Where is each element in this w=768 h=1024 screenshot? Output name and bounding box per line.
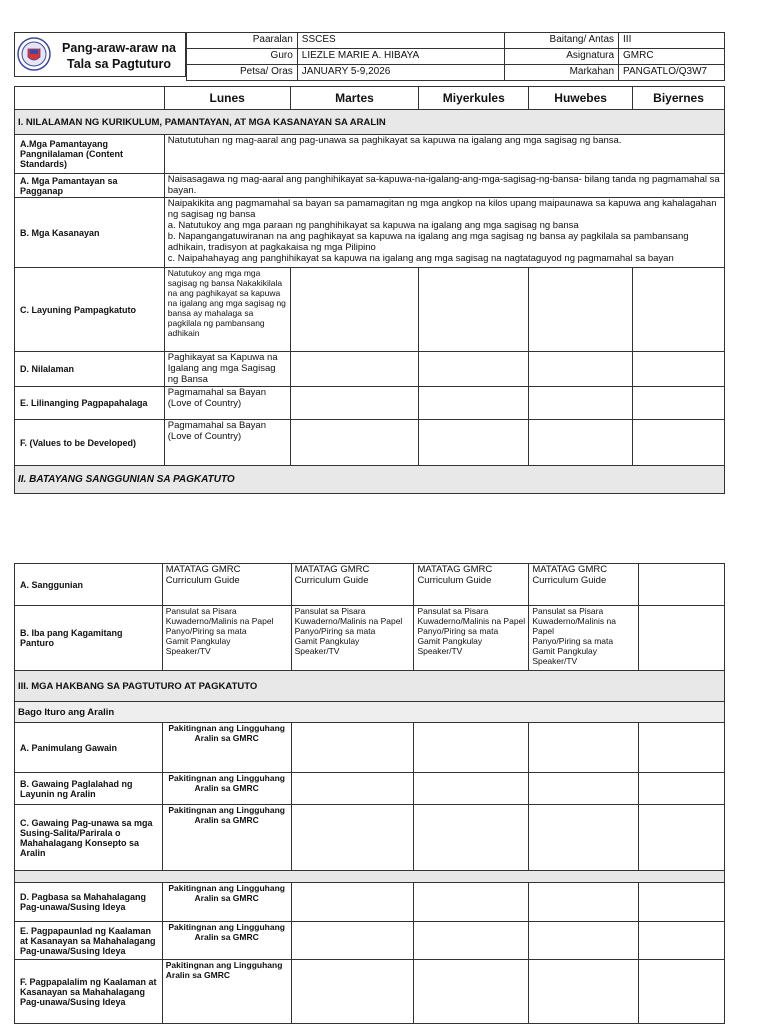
integration-huwebes	[529, 387, 633, 420]
school-label: Paaralan	[187, 33, 298, 49]
step-b-biyernes	[639, 773, 725, 805]
step-b-lunes: Pakitingnan ang Lingguhang Aralin sa GMRC	[162, 773, 291, 805]
step-f-row	[15, 960, 725, 1024]
material-item: Gamit Pangkulay	[165, 636, 231, 646]
integration-martes	[290, 387, 419, 420]
step-d-martes	[291, 883, 414, 922]
objectives-biyernes	[633, 268, 725, 352]
values-biyernes	[633, 420, 725, 466]
material-item: Gamit Pangkulay	[417, 636, 483, 646]
performance-standards-value: Naisasagawa ng mag-aaral ang panghihikayat sa-kapuwa-na-igalang-ang-mga-sagisag-ng-bansa- bilang tanda ng pagmamahal sa bayan.	[164, 174, 724, 198]
step-c-martes	[291, 805, 414, 871]
step-a-martes	[291, 723, 414, 773]
material-item: Panyo/Piring sa mata	[165, 626, 247, 636]
title-line-1: Pang-araw-araw na	[62, 41, 176, 55]
step-e-huwebes	[529, 922, 639, 960]
step-a-biyernes	[639, 723, 725, 773]
material-item: Kuwaderno/Malinis na Papel	[294, 616, 403, 626]
header-row-teacher	[187, 49, 725, 65]
material-item: Gamit Pangkulay	[532, 646, 598, 656]
material-item: Pansulat sa Pisara	[417, 606, 489, 616]
step-b-miyerkules	[414, 773, 529, 805]
step-d-huwebes	[529, 883, 639, 922]
materials-biyernes	[639, 606, 725, 671]
content-miyerkules	[419, 352, 529, 387]
step-a-label: A. Panimulang Gawain	[15, 723, 163, 773]
step-c-lunes: Pakitingnan ang Lingguhang Aralin sa GMRC	[162, 805, 291, 871]
step-e-miyerkules	[414, 922, 529, 960]
material-item: Panyo/Piring sa mata	[294, 626, 376, 636]
section3-subtitle-row	[15, 702, 725, 723]
content-label: D. Nilalaman	[15, 352, 165, 387]
step-d-row	[15, 883, 725, 922]
section1-title: I. NILALAMAN NG KURIKULUM, PAMANTAYAN, AT MGA KASANAYAN SA ARALIN	[15, 110, 725, 135]
content-martes	[290, 352, 419, 387]
step-c-row	[15, 805, 725, 871]
date-label: Petsa/ Oras	[187, 65, 298, 81]
section2-title-row	[15, 466, 725, 494]
materials-miyerkules	[414, 606, 529, 671]
days-header-row	[15, 87, 725, 110]
values-value: Pagmamahal sa Bayan (Love of Country)	[164, 420, 290, 466]
step-f-lunes: Pakitingnan ang Lingguhang Aralin sa GMRC	[162, 960, 291, 1024]
competencies-label: B. Mga Kasanayan	[15, 198, 165, 268]
step-d-biyernes	[639, 883, 725, 922]
values-miyerkules	[419, 420, 529, 466]
values-huwebes	[529, 420, 633, 466]
step-e-row	[15, 922, 725, 960]
content-value: Paghikayat sa Kapuwa na Igalang ang mga Sagisag ng Bansa	[164, 352, 290, 387]
step-e-martes	[291, 922, 414, 960]
content-standards-value: Natututuhan ng mag-aaral ang pag-unawa sa paghikayat sa kapuwa na igalang ang mga sagisag ng bansa.	[164, 135, 724, 174]
day-huwebes: Huwebes	[529, 87, 633, 110]
step-b-label: B. Gawaing Paglalahad ng Layunin ng Aralin	[15, 773, 163, 805]
material-item: Gamit Pangkulay	[294, 636, 360, 646]
section2-title: II. BATAYANG SANGGUNIAN SA PAGKATUTO	[15, 466, 725, 494]
spacer-cell	[15, 871, 725, 883]
step-f-miyerkules	[414, 960, 529, 1024]
integration-row	[15, 387, 725, 420]
section3-subtitle: Bago Ituro ang Aralin	[15, 702, 725, 723]
teacher-value: LIEZLE MARIE A. HIBAYA	[297, 49, 504, 65]
values-label: F. (Values to be Developed)	[15, 420, 165, 466]
teacher-label: Guro	[187, 49, 298, 65]
integration-value: Pagmamahal sa Bayan (Love of Country)	[164, 387, 290, 420]
spacer-row	[15, 871, 725, 883]
materials-lunes	[162, 606, 291, 671]
competencies-value	[164, 198, 724, 268]
materials-label: B. Iba pang Kagamitang Panturo	[15, 606, 163, 671]
competency-b: b. Napangangatuwiranan na ang paghikayat sa kapuwa na igalang ang mga sagisag ng bansa ay pagkilala sa pambansang adhikain, tradisyon at pagkakaisa ng mga Pilipino	[167, 231, 689, 253]
day-martes: Martes	[290, 87, 419, 110]
step-f-label: F. Pagpapalalim ng Kaalaman at Kasanayan sa Mahahalagang Pag-unawa/Susing Ideya	[15, 960, 163, 1024]
objectives-value: Natutukoy ang mga mga sagisag ng bansa Nakakikilala na ang paghikayat sa kapuwa na igalang ang mga sagisag ng bansa ay mahalaga sa pagkilala ng pambansang adhikain	[164, 268, 290, 352]
competency-main: Naipakikita ang pagmamahal sa bayan sa pamamagitan ng mga angkop na kilos upang maipaunawa sa kapuwa ang kahalagahan ng sagisag ng bansa	[167, 198, 717, 220]
section3-title: III. MGA HAKBANG SA PAGTUTURO AT PAGKATUTO	[15, 671, 725, 702]
references-label: A. Sanggunian	[15, 564, 163, 606]
step-d-miyerkules	[414, 883, 529, 922]
day-biyernes: Biyernes	[633, 87, 725, 110]
competency-a: a. Natutukoy ang mga paraan ng panghihikayat sa kapuwa na igalang ang mga sagisag ng bansa	[167, 220, 579, 231]
step-a-huwebes	[529, 723, 639, 773]
integration-biyernes	[633, 387, 725, 420]
references-martes: MATATAG GMRC Curriculum Guide	[291, 564, 414, 606]
curriculum-table	[14, 86, 725, 494]
material-item: Panyo/Piring sa mata	[417, 626, 499, 636]
step-c-label: C. Gawaing Pag-unawa sa mga Susing-Salita/Parirala o Mahahalagang Konsepto sa Aralin	[15, 805, 163, 871]
step-f-martes	[291, 960, 414, 1024]
materials-martes	[291, 606, 414, 671]
section3-title-row	[15, 671, 725, 702]
references-row	[15, 564, 725, 606]
content-row	[15, 352, 725, 387]
competencies-row	[15, 198, 725, 268]
material-item: Kuwaderno/Malinis na Papel	[532, 616, 616, 636]
procedure-table	[14, 563, 725, 1024]
material-item: Pansulat sa Pisara	[294, 606, 366, 616]
title-line-2: Tala sa Pagtuturo	[67, 57, 171, 71]
content-huwebes	[529, 352, 633, 387]
step-f-biyernes	[639, 960, 725, 1024]
values-row	[15, 420, 725, 466]
date-value: JANUARY 5-9,2026	[297, 65, 504, 81]
header-info-table	[186, 32, 725, 81]
step-e-biyernes	[639, 922, 725, 960]
header-row-school	[187, 33, 725, 49]
step-a-lunes: Pakitingnan ang Lingguhang Aralin sa GMRC	[162, 723, 291, 773]
step-c-miyerkules	[414, 805, 529, 871]
material-item: Speaker/TV	[294, 646, 340, 656]
header-row-date	[187, 65, 725, 81]
content-standards-label: A.Mga Pamantayang Pangnilalaman (Content Standards)	[15, 135, 165, 174]
days-corner	[15, 87, 165, 110]
material-item: Speaker/TV	[417, 646, 463, 656]
quarter-value: PANGATLO/Q3W7	[619, 65, 725, 81]
day-miyerkules: Miyerkules	[419, 87, 529, 110]
material-item: Speaker/TV	[532, 656, 578, 666]
step-b-row	[15, 773, 725, 805]
material-item: Kuwaderno/Malinis na Papel	[417, 616, 526, 626]
step-b-huwebes	[529, 773, 639, 805]
objectives-huwebes	[529, 268, 633, 352]
integration-miyerkules	[419, 387, 529, 420]
objectives-row	[15, 268, 725, 352]
objectives-label: C. Layuning Pampagkatuto	[15, 268, 165, 352]
grade-value: III	[619, 33, 725, 49]
step-d-label: D. Pagbasa sa Mahahalagang Pag-unawa/Susing Ideya	[15, 883, 163, 922]
subject-value: GMRC	[619, 49, 725, 65]
step-a-row	[15, 723, 725, 773]
step-f-huwebes	[529, 960, 639, 1024]
step-d-lunes: Pakitingnan ang Lingguhang Aralin sa GMRC	[162, 883, 291, 922]
objectives-martes	[290, 268, 419, 352]
material-item: Speaker/TV	[165, 646, 211, 656]
title-box	[14, 32, 186, 77]
material-item: Panyo/Piring sa mata	[532, 636, 614, 646]
step-c-biyernes	[639, 805, 725, 871]
references-lunes: MATATAG GMRC Curriculum Guide	[162, 564, 291, 606]
content-biyernes	[633, 352, 725, 387]
section1-title-row	[15, 110, 725, 135]
performance-standards-label: A. Mga Pamantayan sa Pagganap	[15, 174, 165, 198]
step-c-huwebes	[529, 805, 639, 871]
materials-row	[15, 606, 725, 671]
step-e-lunes: Pakitingnan ang Lingguhang Aralin sa GMRC	[162, 922, 291, 960]
material-item: Kuwaderno/Malinis na Papel	[165, 616, 274, 626]
objectives-miyerkules	[419, 268, 529, 352]
subject-label: Asignatura	[505, 49, 619, 65]
integration-label: E. Lilinanging Pagpapahalaga	[15, 387, 165, 420]
references-miyerkules: MATATAG GMRC Curriculum Guide	[414, 564, 529, 606]
quarter-label: Markahan	[505, 65, 619, 81]
content-standards-row	[15, 135, 725, 174]
material-item: Pansulat sa Pisara	[532, 606, 604, 616]
grade-label: Baitang/ Antas	[505, 33, 619, 49]
competency-c: c. Naipahahayag ang panghihikayat sa kapuwa na igalang ang mga sagisag na nagtataguyod ng pagmamahal sa bayan	[167, 253, 674, 264]
material-item: Pansulat sa Pisara	[165, 606, 237, 616]
step-b-martes	[291, 773, 414, 805]
school-value: SSCES	[297, 33, 504, 49]
values-martes	[290, 420, 419, 466]
day-lunes: Lunes	[164, 87, 290, 110]
step-e-label: E. Pagpapaunlad ng Kaalaman at Kasanayan sa Mahahalagang Pag-unawa/Susing Ideya	[15, 922, 163, 960]
performance-standards-row	[15, 174, 725, 198]
materials-huwebes	[529, 606, 639, 671]
references-huwebes: MATATAG GMRC Curriculum Guide	[529, 564, 639, 606]
references-biyernes	[639, 564, 725, 606]
step-a-miyerkules	[414, 723, 529, 773]
